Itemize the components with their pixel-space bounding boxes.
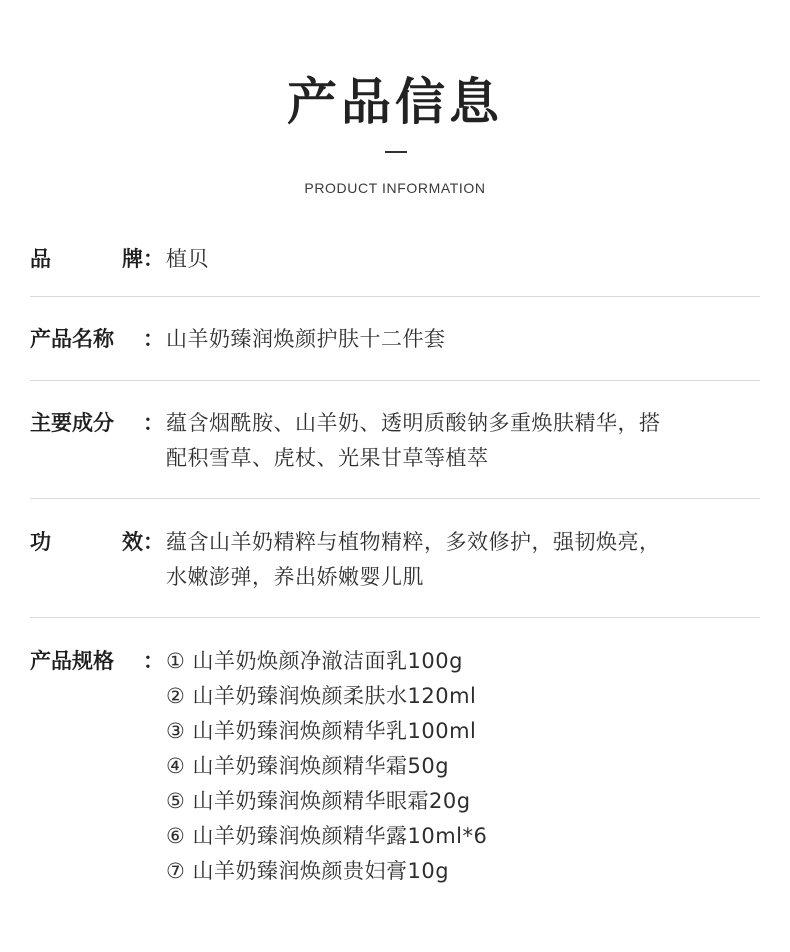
brand-label-char-2: 牌 (122, 247, 143, 271)
specs-label-text: 产品规格 (30, 649, 114, 673)
ingredients-label-colon: ： (143, 411, 164, 435)
brand-value: 植贝 (166, 247, 209, 271)
brand-label (30, 242, 164, 277)
ingredients-label (30, 406, 164, 441)
spec-item: ① 山羊奶焕颜净澈洁面乳100g (166, 649, 463, 673)
product-name-label (30, 322, 164, 357)
divider (30, 296, 760, 297)
effects-label-colon: ： (143, 530, 164, 554)
specs-label-colon: ： (143, 649, 164, 673)
ingredients-label-text: 主要成分 (30, 411, 114, 435)
product-name-label-colon: ： (143, 327, 164, 351)
page-subtitle: PRODUCT INFORMATION (304, 180, 486, 196)
brand-label-char-1: 品 (30, 247, 51, 271)
ingredients-value-line: 配积雪草、虎杖、光果甘草等植萃 (166, 446, 489, 470)
spec-item: ⑥ 山羊奶臻润焕颜精华露10ml*6 (166, 824, 488, 848)
brand-label-colon: ： (143, 247, 164, 271)
effects-value-line: 水嫩澎弹，养出娇嫩婴儿肌 (166, 565, 424, 589)
effects-value (166, 525, 760, 595)
spec-item: ④ 山羊奶臻润焕颜精华霜50g (166, 754, 450, 778)
specs-list (166, 644, 760, 889)
effects-value-line: 蕴含山羊奶精粹与植物精粹，多效修护，强韧焕亮， (166, 530, 661, 554)
spec-item: ⑦ 山羊奶臻润焕颜贵妇膏10g (166, 859, 450, 883)
effects-label-char-1: 功 (30, 530, 51, 554)
effects-label (30, 525, 164, 560)
spec-item: ② 山羊奶臻润焕颜柔肤水120ml (166, 684, 477, 708)
specs-label (30, 644, 164, 679)
divider (30, 380, 760, 381)
ingredients-value (166, 406, 760, 476)
ingredients-value-line: 蕴含烟酰胺、山羊奶、透明质酸钠多重焕肤精华，搭 (166, 411, 661, 435)
divider (30, 617, 760, 618)
spec-item: ⑤ 山羊奶臻润焕颜精华眼霜20g (166, 789, 471, 813)
divider (30, 498, 760, 499)
product-name-label-text: 产品名称 (30, 327, 114, 351)
product-name-value: 山羊奶臻润焕颜护肤十二件套 (166, 327, 446, 351)
page-title: 产品信息 (287, 73, 503, 131)
title-divider-dash (385, 151, 407, 153)
effects-label-char-2: 效 (122, 530, 143, 554)
spec-item: ③ 山羊奶臻润焕颜精华乳100ml (166, 719, 477, 743)
